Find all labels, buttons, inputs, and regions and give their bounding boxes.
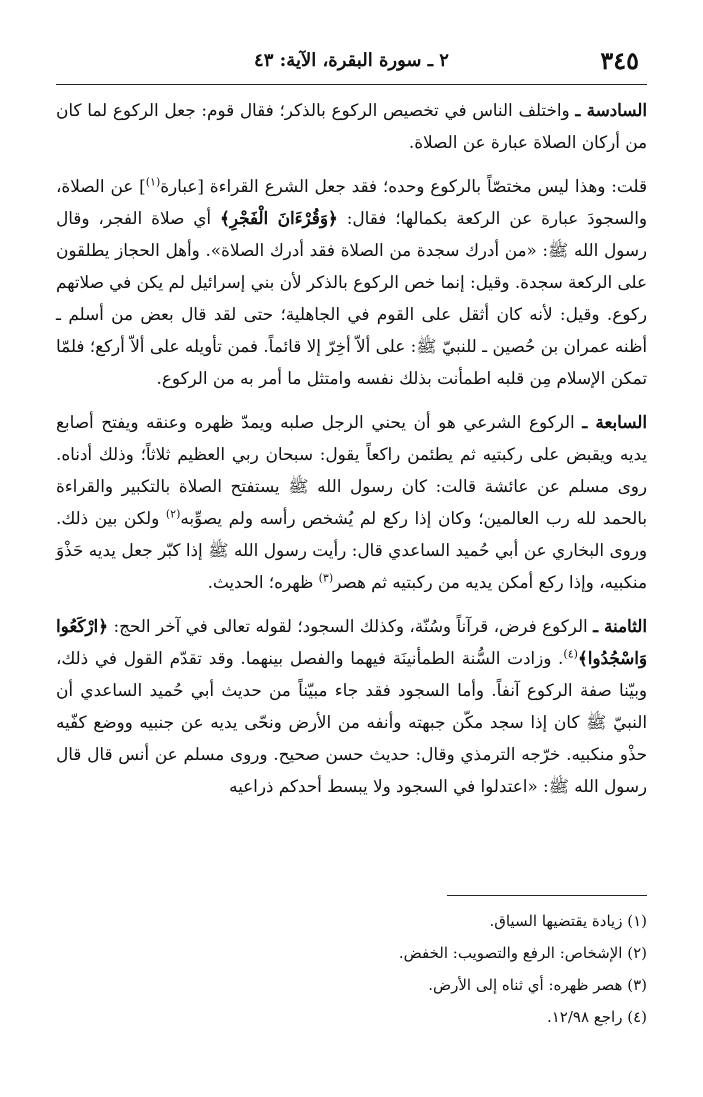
paragraph-text: ] عن الصلاة، والسجودَ عبارة عن الركعة بكمالها؛ فقال: <box>56 176 647 228</box>
paragraph-eighth <box>56 610 647 802</box>
paragraph-text: ولكن بين ذلك. وروى البخاري عن أبي حُميد الساعدي قال: رأيت رسول الله ﷺ إذا كبّر جعل يديه حَذْوَ منكبيه، وإذا ركع أمكن يديه من ركبتيه ثم هصر <box>56 508 647 592</box>
paragraph-text: قلت: وهذا ليس مختصّاً بالركوع وحده؛ فقد جعل الشرع القراءة [عبارة <box>160 176 647 196</box>
paragraph-text: أي صلاة الفجر، وقال رسول الله ﷺ: «من أدرك سجدة من الصلاة فقد أدرك الصلاة». وأهل الحجاز يطلقون على الركعة سجدة. وقيل: إنما خص الركوع بالذكر لأن بني إسرائيل لم يكن في صلاتهم ركوع. وقيل: لأنه كان أثقل على القوم في الجاهلية؛ حتى لقد قال بعض من أسلم ـ أظنه عمران بن حُصين ـ للنبيّ ﷺ: على ألاّ أخِرّ إلا قائماً. فمن تأويله على ألاّ أركع؛ فلمّا تمكن الإسلام مِن قلبه اطمأنت بذلك نفسه وامتثل ما أمر به من الركوع. <box>55 208 647 388</box>
quran-quote: ﴿ارْكَعُوا وَاسْجُدُوا﴾ <box>56 616 647 668</box>
page-header <box>56 44 647 85</box>
footnote-1: (١) زيادة يقتضيها السياق. <box>489 912 647 930</box>
section-heading-seventh: السابعة ـ <box>582 412 647 432</box>
footnote-ref-2: (٢) <box>165 507 181 521</box>
paragraph-sixth <box>56 94 647 158</box>
footnote-ref-4: (٤) <box>563 647 578 661</box>
running-title: ٢ ـ سورة البقرة، الآية: ٤٣ <box>254 50 449 71</box>
quran-quote: ﴿وَقُرْءَانَ الْفَجْرِ﴾ <box>219 208 338 228</box>
paragraph-text: . وزادت السُّنة الطمأنينَة فيهما والفصل بينهما. وقد تقدّم القول في ذلك، وبيّنا صفة الركوع آنفاً. وأما السجود فقد جاء مبيّناً من حديث أبي حُميد الساعدي أن النبيّ ﷺ كان إذا سجد مكّن جبهته وأنفه من الأرض ونحّى يديه عن جنبيه ووضع كفّيه حذْو منكبيه. خرّجه الترمذي وقال: حديث حسن صحيح. وروى مسلم عن أنس قال قال رسول الله ﷺ: «اعتدلوا في السجود ولا يبسط أحدكم ذراعيه <box>56 648 647 796</box>
section-heading-sixth: السادسة ـ <box>575 100 647 120</box>
footnote-2: (٢) الإشخاص: الرفع والتصويب: الخفض. <box>398 944 647 962</box>
footnote-3: (٣) هصر ظهره: أي ثناه إلى الأرض. <box>428 976 647 994</box>
footnote-4: (٤) راجع ١٢/٩٨. <box>546 1008 647 1026</box>
footnote-ref-1: (١) <box>145 175 161 189</box>
paragraph-comment <box>56 170 647 394</box>
page-number: ٣٤٥ <box>600 46 639 75</box>
paragraph-text: واختلف الناس في تخصيص الركوع بالذكر؛ فقال قوم: جعل الركوع لما كان من أركان الصلاة عبارة عن الصلاة. <box>56 100 647 152</box>
footnotes <box>56 905 647 1033</box>
main-text <box>56 94 647 802</box>
section-heading-eighth: الثامنة ـ <box>593 616 647 636</box>
paragraph-seventh <box>56 406 647 598</box>
paragraph-text: الركوع الشرعي هو أن يحني الرجل صلبه ويمدّ ظهره وعنقه ويفتح أصابع يديه ويقبض على ركبتيه ثم يطئمن راكعاً يقول: سبحان ربي العظيم ثلاثاً؛ وذلك أدناه. روى مسلم عن عائشة قالت: كان رسول الله ﷺ يستفتح الصلاة بالتكبير والقراءة بالحمد لله رب العالمين؛ وكان إذا ركع لم يُشخص رأسه ولم يصوِّبه <box>56 412 647 528</box>
paragraph-text: الركوع فرض، قرآناً وسُنّة، وكذلك السجود؛ لقوله تعالى في آخر الحج: <box>108 616 594 636</box>
footnote-ref-3: (٣) <box>318 571 334 585</box>
footnote-divider <box>447 895 647 896</box>
paragraph-text: ظهره؛ الحديث. <box>207 572 319 592</box>
